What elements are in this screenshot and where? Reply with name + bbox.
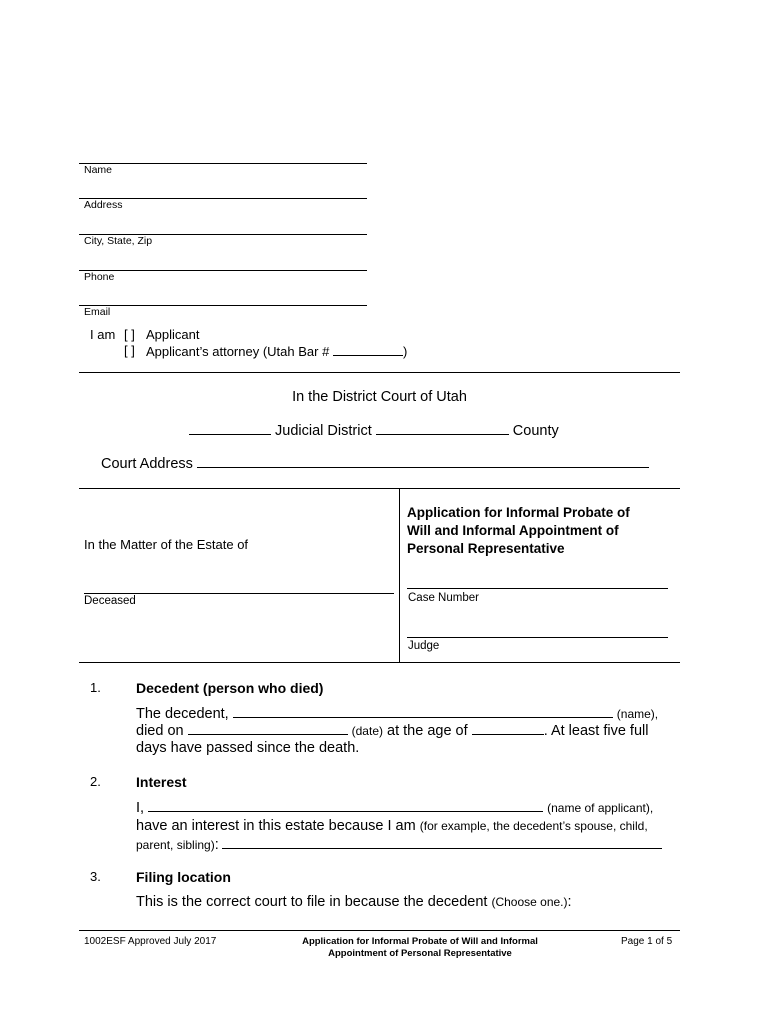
i-text: I, (136, 800, 145, 816)
footer-page-number: Page 1 of 5 (621, 936, 673, 947)
relation-row (136, 836, 662, 853)
name-label: Name (84, 164, 113, 176)
county-blank[interactable] (376, 422, 509, 435)
days-passed-text: days have passed since the death. (136, 740, 360, 756)
died-on-row (136, 722, 648, 739)
judge-line[interactable] (407, 637, 668, 638)
caption-top-divider (79, 488, 680, 489)
attorney-text: Applicant’s attorney (Utah Bar # (146, 344, 330, 359)
death-date-blank[interactable] (188, 722, 348, 735)
court-address-row (101, 455, 649, 472)
decedent-name-blank[interactable] (233, 705, 613, 718)
relation-colon: : (214, 837, 219, 853)
applicant-label: Applicant (146, 327, 200, 342)
email-label: Email (84, 306, 111, 318)
section-3-number: 3. (90, 869, 101, 884)
district-blank[interactable] (189, 422, 271, 435)
applicant-name-blank[interactable] (148, 799, 543, 812)
applicant-name-hint: (name of applicant), (547, 801, 654, 815)
five-days-text: . At least five full (543, 723, 649, 739)
phone-label: Phone (84, 271, 115, 283)
filing-location-row (136, 894, 572, 910)
filing-colon: : (567, 894, 572, 910)
date-hint: (date) (351, 724, 383, 738)
section-2-title: Interest (136, 774, 187, 790)
footer-form-id: 1002ESF Approved July 2017 (84, 936, 217, 947)
attorney-close: ) (402, 344, 408, 359)
caption-bottom-divider (79, 662, 680, 663)
correct-court-text: This is the correct court to file in because the decedent (136, 894, 488, 910)
city-label: City, State, Zip (84, 235, 153, 247)
footer-title (255, 936, 585, 960)
section-2-number: 2. (90, 774, 101, 789)
attorney-label (146, 343, 407, 359)
applicant-name-row (136, 799, 653, 816)
died-on-text: died on (136, 723, 184, 739)
deceased-line[interactable] (84, 593, 394, 594)
phone-line[interactable] (79, 270, 367, 271)
applicant-checkbox[interactable]: [ ] (124, 327, 135, 342)
have-interest-text: have an interest in this estate because I am (136, 818, 416, 834)
email-line[interactable] (79, 305, 367, 306)
interest-row (136, 818, 648, 834)
caption-vertical-divider (399, 488, 400, 662)
judicial-district-label: Judicial District (275, 423, 372, 439)
decedent-name-row (136, 705, 658, 722)
county-label: County (512, 423, 559, 439)
at-age-text: at the age of (387, 723, 468, 739)
footer-title-line1: Application for Informal Probate of Will and Informal (302, 936, 538, 947)
section-3-title: Filing location (136, 869, 231, 885)
header-divider (79, 372, 680, 373)
section-1-title: Decedent (person who died) (136, 680, 324, 696)
case-number-line[interactable] (407, 588, 668, 589)
district-row (189, 422, 559, 439)
example-hint: (for example, the decedent’s spouse, child, (419, 819, 648, 833)
document-title-line3: Personal Representative (407, 541, 565, 556)
the-decedent-text: The decedent, (136, 706, 229, 722)
relationship-blank[interactable] (222, 836, 662, 849)
court-title: In the District Court of Utah (292, 389, 467, 405)
deceased-label: Deceased (84, 595, 136, 607)
case-number-label: Case Number (408, 592, 479, 604)
name-line[interactable] (79, 163, 367, 164)
i-am-label: I am (90, 327, 116, 342)
footer-divider (79, 930, 680, 931)
court-address-label: Court Address (101, 456, 193, 472)
attorney-checkbox[interactable]: [ ] (124, 343, 135, 358)
document-title-line1: Application for Informal Probate of (407, 505, 630, 520)
judge-label: Judge (408, 640, 440, 652)
choose-one-hint: (Choose one.) (491, 895, 568, 909)
document-title-line2: Will and Informal Appointment of (407, 523, 619, 538)
document-title (407, 504, 630, 558)
bar-number-blank[interactable] (333, 343, 403, 356)
section-1-number: 1. (90, 680, 101, 695)
court-address-blank[interactable] (197, 455, 649, 468)
footer-title-line2: Appointment of Personal Representative (328, 948, 512, 959)
parent-sibling-hint: parent, sibling) (136, 838, 215, 852)
address-label: Address (84, 199, 123, 211)
name-hint: (name), (616, 707, 659, 721)
age-blank[interactable] (472, 722, 544, 735)
estate-matter-label: In the Matter of the Estate of (84, 537, 249, 552)
